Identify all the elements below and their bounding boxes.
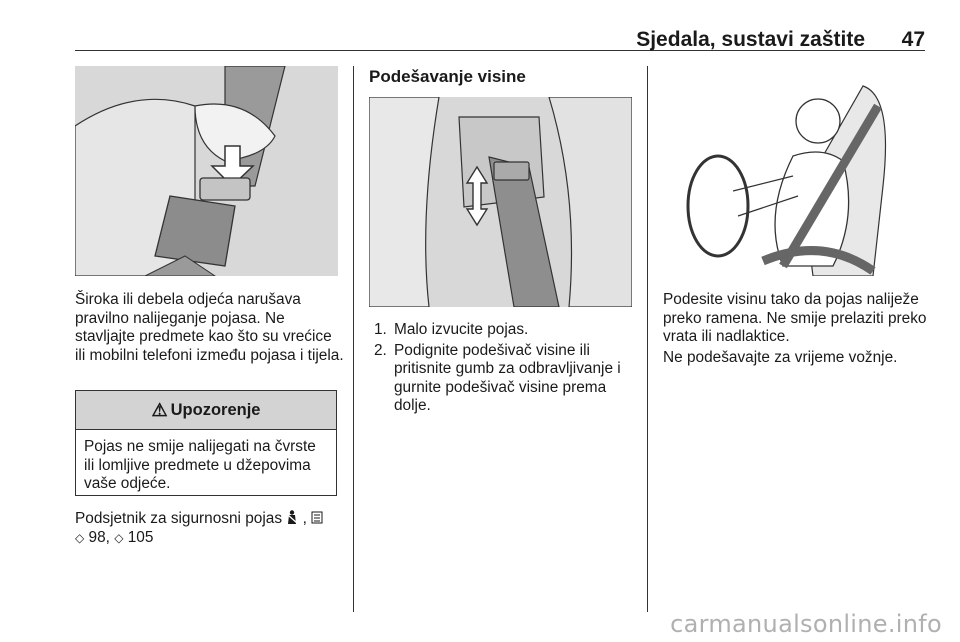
column-divider-1 [353, 66, 354, 612]
illustration-pregnant-driver [663, 66, 926, 276]
watermark: carmanualsonline.info [670, 610, 942, 638]
section-title: Sjedala, sustavi zaštite [636, 28, 865, 51]
passenger-seatbelt-icon [311, 510, 323, 527]
page-number: 47 [901, 28, 925, 51]
page-reference-link[interactable]: ◇ 98 [75, 528, 106, 546]
paragraph-clothing: Široka ili debela odjeća narušava pravilno nalijeganje pojasa. Ne stavljajte predmete kao što su vrećice ili mobilni telefoni između pojasa i tijela. [75, 291, 344, 364]
column-divider-2 [647, 66, 648, 612]
illustration-belt-buckle [75, 66, 338, 276]
reference-arrow-icon: ◇ [114, 530, 124, 545]
reminder-text: Podsjetnik za sigurnosni pojas [75, 510, 283, 527]
warning-title: Upozorenje [170, 400, 261, 419]
page-header [75, 22, 925, 51]
illustration-height-adjuster [369, 97, 632, 307]
warning-header [76, 391, 336, 430]
reminder-paragraph: Podsjetnik za sigurnosni pojas , ◇ 98, ◇ 105 [75, 510, 345, 547]
reminder-separator: , [302, 510, 312, 527]
paragraph-belt-position: Podesite visinu tako da pojas naliježe preko ramena. Ne smije prelaziti preko vrata ili nadlaktice. [663, 291, 927, 345]
seatbelt-person-icon [286, 510, 302, 527]
section-heading: Podešavanje visine [369, 67, 526, 86]
warning-box [75, 390, 337, 496]
steps-list [369, 321, 637, 418]
reference-arrow-icon: ◇ [75, 530, 85, 545]
warning-text: Pojas ne smije nalijegati na čvrste ili lomljive predmete u džepovima vaše odjeće. [84, 438, 316, 492]
paragraph-no-adjust-driving: Ne podešavajte za vrijeme vožnje. [663, 349, 898, 366]
page-reference-link[interactable]: ◇ 105 [114, 528, 154, 546]
warning-triangle-icon: ⚠ [151, 399, 168, 420]
list-item: 2. Podignite podešivač visine ili pritisnite gumb za odbravljivanje i gurnite podešivač visine prema dolje. [374, 341, 621, 414]
list-item: 1. Malo izvucite pojas. [374, 321, 529, 338]
